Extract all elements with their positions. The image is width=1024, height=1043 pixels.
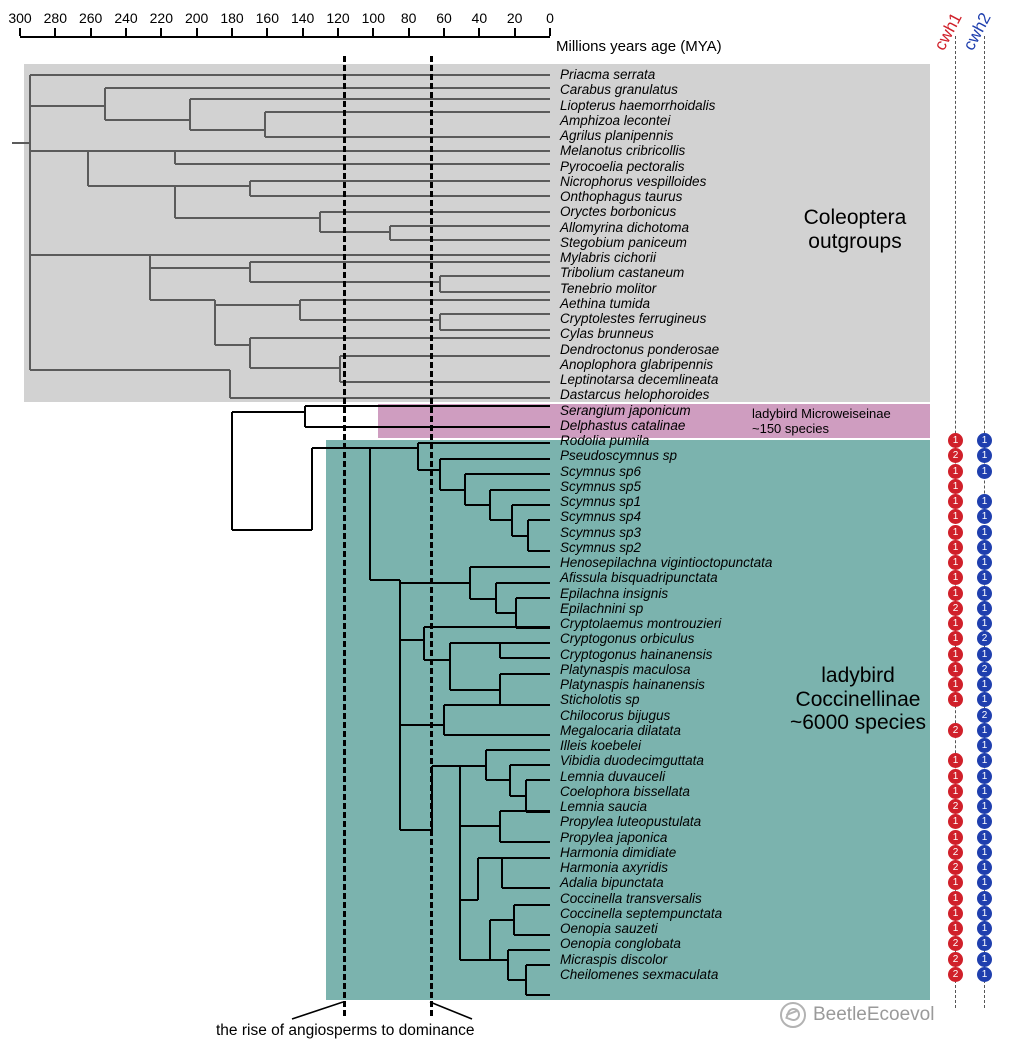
axis-tick-label-300: 300 bbox=[8, 10, 32, 26]
taxon-label: Afissula bisquadripunctata bbox=[560, 570, 718, 586]
taxon-label: Epilachnini sp bbox=[560, 600, 644, 616]
axis-tick-label-280: 280 bbox=[43, 10, 67, 26]
taxon-label: Melanotus cribricollis bbox=[560, 143, 686, 159]
cwh1-copy-badge: 1 bbox=[948, 479, 963, 494]
cwh1-copy-badge: 1 bbox=[948, 570, 963, 585]
cwh1-copy-badge: 1 bbox=[948, 875, 963, 890]
taxon-label: Coccinella septempunctata bbox=[560, 905, 723, 921]
taxon-label: Scymnus sp5 bbox=[560, 478, 642, 494]
cwh2-copy-badge: 1 bbox=[977, 464, 992, 479]
taxon-label: Henosepilachna vigintioctopunctata bbox=[560, 555, 773, 570]
axis-tick-label-240: 240 bbox=[114, 10, 138, 26]
time-marker-120mya bbox=[343, 56, 346, 1016]
cwh1-copy-badge: 1 bbox=[948, 525, 963, 540]
cwh1-copy-badge: 1 bbox=[948, 509, 963, 524]
coccinellinae-label-line1: ladybird bbox=[821, 664, 895, 687]
cwh1-copy-badge: 1 bbox=[948, 433, 963, 448]
taxon-label: Cheilomenes sexmaculata bbox=[560, 966, 719, 982]
taxon-label: Sticholotis sp bbox=[560, 692, 640, 708]
taxon-label: Onthophagus taurus bbox=[560, 189, 683, 204]
cwh2-copy-badge: 1 bbox=[977, 738, 992, 753]
cwh1-copy-badge: 1 bbox=[948, 464, 963, 479]
cwh1-copy-badge: 2 bbox=[948, 936, 963, 951]
cwh2-copy-badge: 1 bbox=[977, 784, 992, 799]
cwh1-copy-badge: 1 bbox=[948, 891, 963, 906]
cwh2-copy-badge: 2 bbox=[977, 662, 992, 677]
cwh1-copy-badge: 1 bbox=[948, 906, 963, 921]
taxon-label: Rodolia pumila bbox=[560, 433, 650, 448]
cwh2-copy-badge: 1 bbox=[977, 570, 992, 585]
angiosperm-annotation: the rise of angiosperms to dominance bbox=[216, 1022, 475, 1039]
cwh1-copy-badge: 2 bbox=[948, 967, 963, 982]
taxon-label: Propylea luteopustulata bbox=[560, 814, 702, 830]
taxon-label: Aethina tumida bbox=[560, 295, 651, 311]
taxon-label: Vibidia duodecimguttata bbox=[560, 753, 704, 769]
cwh1-copy-badge: 1 bbox=[948, 784, 963, 799]
cwh2-copy-badge: 1 bbox=[977, 723, 992, 738]
cwh2-copy-badge: 1 bbox=[977, 906, 992, 921]
beetle-icon bbox=[780, 1002, 806, 1028]
cwh2-copy-badge: 1 bbox=[977, 936, 992, 951]
axis-tick-label-120: 120 bbox=[326, 10, 350, 26]
axis-tick-label-260: 260 bbox=[78, 10, 103, 26]
taxon-label: Illeis koebelei bbox=[560, 738, 642, 753]
watermark-label: BeetleEcoevol bbox=[813, 1004, 935, 1025]
cwh1-copy-badge: 1 bbox=[948, 662, 963, 677]
taxon-label: Nicrophorus vespilloides bbox=[560, 173, 707, 189]
axis-tick-label-100: 100 bbox=[361, 10, 385, 26]
microweiseinae-label-line1: ladybird Microweiseinae bbox=[752, 406, 891, 421]
taxon-label: Lemnia duvauceli bbox=[560, 768, 666, 784]
cwh2-copy-badge: 1 bbox=[977, 586, 992, 601]
cwh2-copy-badge: 1 bbox=[977, 921, 992, 936]
axis-tick-label-0: 0 bbox=[546, 10, 554, 26]
taxon-label: Coccinella transversalis bbox=[560, 890, 702, 906]
axis-tick-label-180: 180 bbox=[220, 10, 244, 26]
cwh1-copy-badge: 1 bbox=[948, 631, 963, 646]
cwh1-copy-badge: 2 bbox=[948, 952, 963, 967]
cwh1-copy-badge: 1 bbox=[948, 647, 963, 662]
cwh1-copy-badge: 1 bbox=[948, 830, 963, 845]
microweiseinae-label-line2: ~150 species bbox=[752, 421, 829, 437]
taxon-label: Oenopia sauzeti bbox=[560, 921, 658, 936]
taxon-label: Adalia bipunctata bbox=[560, 875, 664, 891]
taxon-label: Tenebrio molitor bbox=[560, 280, 657, 296]
taxon-label: Scymnus sp1 bbox=[560, 494, 642, 509]
cwh2-copy-badge: 1 bbox=[977, 677, 992, 692]
cwh1-copy-badge: 1 bbox=[948, 540, 963, 555]
cwh2-copy-badge: 1 bbox=[977, 555, 992, 570]
cwh1-copy-badge: 1 bbox=[948, 494, 963, 509]
taxon-label: Cryptogonus orbiculus bbox=[560, 631, 695, 647]
taxon-label: Liopterus haemorrhoidalis bbox=[560, 97, 716, 113]
cwh1-copy-badge: 2 bbox=[948, 860, 963, 875]
cwh2-copy-badge: 1 bbox=[977, 845, 992, 860]
taxon-label: Coelophora bissellata bbox=[560, 783, 690, 799]
taxon-label: Cryptolestes ferrugineus bbox=[560, 311, 707, 326]
taxon-label: Scymnus sp4 bbox=[560, 509, 642, 525]
axis-tick-label-60: 60 bbox=[436, 10, 452, 26]
taxon-label: Cryptolaemus montrouzieri bbox=[560, 616, 722, 631]
taxon-label: Propylea japonica bbox=[560, 829, 668, 845]
time-marker-70mya bbox=[430, 56, 433, 1016]
cwh2-copy-badge: 2 bbox=[977, 708, 992, 723]
cwh2-copy-badge: 1 bbox=[977, 967, 992, 982]
cwh1-copy-badge: 2 bbox=[948, 601, 963, 616]
taxon-label: Agrilus planipennis bbox=[560, 128, 674, 143]
axis-tick-label-200: 200 bbox=[184, 10, 209, 26]
cwh2-copy-badge: 1 bbox=[977, 692, 992, 707]
taxon-label: Epilachna insignis bbox=[560, 585, 669, 601]
taxon-label: Serangium japonicum bbox=[560, 402, 691, 418]
taxon-label: Stegobium paniceum bbox=[560, 234, 687, 250]
axis-tick-label-220: 220 bbox=[149, 10, 173, 26]
cwh2-copy-badge: 1 bbox=[977, 509, 992, 524]
cwh2-copy-badge: 1 bbox=[977, 875, 992, 890]
cwh1-copy-badge: 1 bbox=[948, 555, 963, 570]
cwh1-copy-badge: 2 bbox=[948, 723, 963, 738]
cwh2-copy-badge: 1 bbox=[977, 753, 992, 768]
taxon-label: Cylas brunneus bbox=[560, 326, 654, 342]
cwh2-copy-badge: 1 bbox=[977, 494, 992, 509]
taxon-label: Leptinotarsa decemlineata bbox=[560, 372, 719, 387]
taxon-label: Scymnus sp6 bbox=[560, 463, 642, 479]
cwh2-copy-badge: 1 bbox=[977, 891, 992, 906]
taxon-label: Amphizoa lecontei bbox=[560, 112, 671, 128]
axis-tick-label-80: 80 bbox=[400, 10, 417, 26]
cwh2-copy-badge: 1 bbox=[977, 952, 992, 967]
taxon-label: Oenopia conglobata bbox=[560, 936, 681, 952]
cwh1-copy-badge: 1 bbox=[948, 692, 963, 707]
cwh2-copy-badge: 1 bbox=[977, 769, 992, 784]
taxon-label: Allomyrina dichotoma bbox=[560, 219, 690, 235]
outgroup-label-line2: outgroups bbox=[808, 229, 902, 253]
taxon-label: Anoplophora glabripennis bbox=[560, 356, 714, 372]
cwh2-copy-badge: 1 bbox=[977, 601, 992, 616]
axis-tick-label-140: 140 bbox=[290, 10, 315, 26]
cwh1-copy-badge: 1 bbox=[948, 769, 963, 784]
taxon-label: Tribolium castaneum bbox=[560, 265, 685, 281]
cwh2-copy-badge: 1 bbox=[977, 525, 992, 540]
taxon-label: Mylabris cichorii bbox=[560, 250, 657, 265]
cwh2-copy-badge: 1 bbox=[977, 799, 992, 814]
taxon-label: Lemnia saucia bbox=[560, 799, 648, 814]
cwh1-copy-badge: 1 bbox=[948, 616, 963, 631]
taxon-label: Pseudoscymnus sp bbox=[560, 448, 678, 464]
taxon-label: Micraspis discolor bbox=[560, 951, 668, 967]
cwh2-copy-badge: 2 bbox=[977, 631, 992, 646]
cwh1-copy-badge: 2 bbox=[948, 845, 963, 860]
taxon-label: Megalocaria dilatata bbox=[560, 722, 681, 738]
taxon-label: Harmonia axyridis bbox=[560, 860, 669, 875]
cwh2-copy-badge: 1 bbox=[977, 540, 992, 555]
watermark bbox=[780, 1002, 934, 1028]
cwh1-copy-badge: 1 bbox=[948, 814, 963, 829]
taxon-label: Harmonia dimidiate bbox=[560, 844, 677, 860]
outgroup-label-line1: Coleoptera bbox=[803, 206, 907, 229]
cwh1-copy-badge: 1 bbox=[948, 753, 963, 768]
cwh1-copy-badge: 1 bbox=[948, 921, 963, 936]
cwh2-copy-badge: 1 bbox=[977, 830, 992, 845]
axis-tick-label-20: 20 bbox=[506, 10, 523, 26]
cwh2-column-header: cwh2 bbox=[959, 9, 995, 54]
taxon-label: Platynaspis hainanensis bbox=[560, 677, 705, 692]
cwh1-column-header: cwh1 bbox=[930, 9, 966, 54]
cwh2-copy-badge: 1 bbox=[977, 860, 992, 875]
taxon-label: Oryctes borbonicus bbox=[560, 204, 677, 220]
taxon-label: Chilocorus bijugus bbox=[560, 707, 671, 723]
taxon-label: Carabus granulatus bbox=[560, 82, 678, 98]
taxon-label: Dastarcus helophoroides bbox=[560, 387, 710, 403]
axis-tick-label-40: 40 bbox=[471, 10, 488, 26]
taxon-label: Platynaspis maculosa bbox=[560, 661, 691, 677]
cwh1-copy-badge: 1 bbox=[948, 677, 963, 692]
cwh2-copy-badge: 1 bbox=[977, 433, 992, 448]
taxon-label: Dendroctonus ponderosae bbox=[560, 341, 720, 357]
cwh1-copy-badge: 2 bbox=[948, 448, 963, 463]
axis-tick-label-160: 160 bbox=[255, 10, 279, 26]
cwh1-copy-badge: 2 bbox=[948, 799, 963, 814]
coccinellinae-label-line3: ~6000 species bbox=[789, 711, 927, 735]
cwh2-copy-badge: 1 bbox=[977, 448, 992, 463]
cwh1-copy-badge: 1 bbox=[948, 586, 963, 601]
axis-title: Millions years age (MYA) bbox=[556, 38, 722, 55]
coccinellinae-label-line2: Coccinellinae bbox=[795, 687, 921, 711]
taxon-label: Scymnus sp2 bbox=[560, 539, 642, 555]
taxon-label: Scymnus sp3 bbox=[560, 524, 642, 540]
cwh2-copy-badge: 1 bbox=[977, 616, 992, 631]
taxon-label: Priacma serrata bbox=[560, 67, 656, 82]
taxon-label: Delphastus catalinae bbox=[560, 417, 686, 433]
taxon-label: Cryptogonus hainanensis bbox=[560, 646, 713, 662]
cwh2-copy-badge: 1 bbox=[977, 814, 992, 829]
cwh2-copy-badge: 1 bbox=[977, 647, 992, 662]
taxon-label: Pyrocoelia pectoralis bbox=[560, 158, 685, 174]
